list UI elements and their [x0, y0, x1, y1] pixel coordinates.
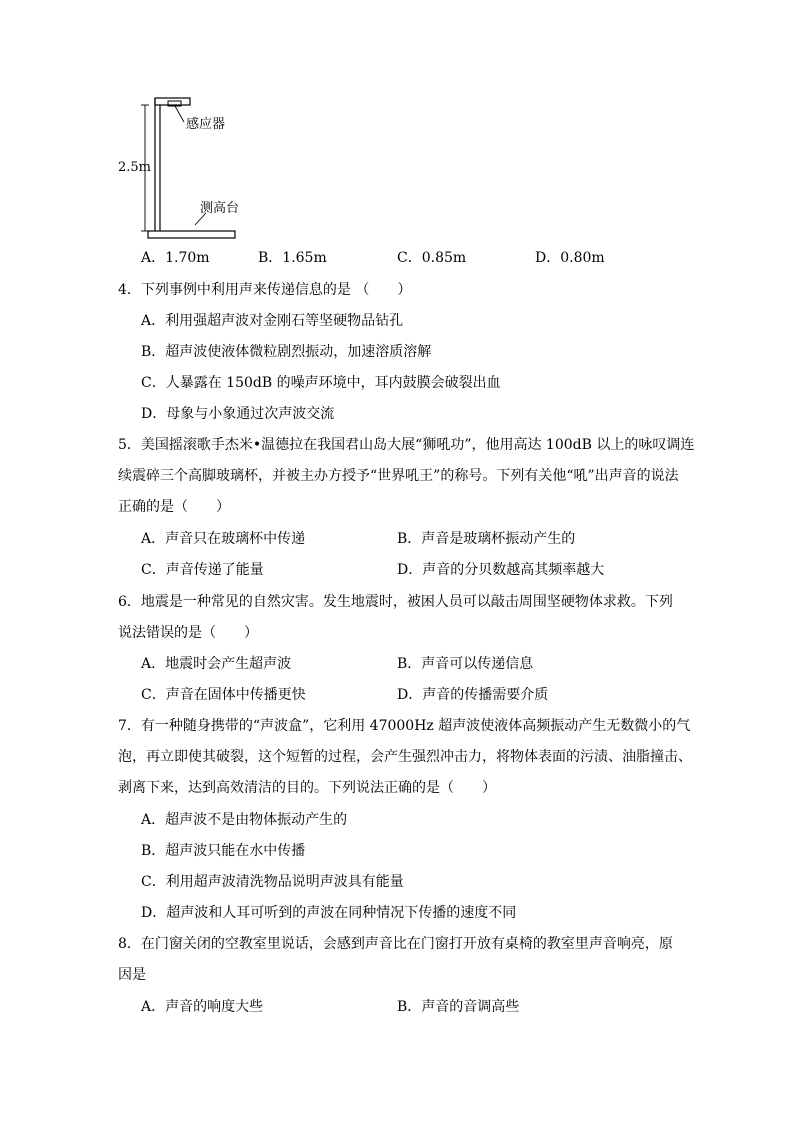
- q6-option-a[interactable]: A．地震时会产生超声波: [141, 656, 292, 672]
- q7-option-a[interactable]: A．超声波不是由物体振动产生的: [141, 812, 348, 828]
- q3-option-d[interactable]: D．0.80m: [535, 250, 605, 266]
- q7-stem-line-2: 泡，再立即使其破裂，这个短暂的过程，会产生强烈冲击力，将物体表面的污渍、油脂撞击、: [118, 749, 692, 765]
- q5-stem-line-3: 正确的是（ ）: [118, 499, 230, 515]
- q5-option-b[interactable]: B．声音是玻璃杯振动产生的: [397, 531, 576, 547]
- q7-option-c[interactable]: C．利用超声波清洗物品说明声波具有能量: [141, 874, 404, 890]
- q5-option-a[interactable]: A．声音只在玻璃杯中传递: [141, 531, 306, 547]
- q4-option-b[interactable]: B．超声波使液体微粒剧烈振动，加速溶质溶解: [141, 344, 432, 360]
- q7-stem-line-3: 剥离下来，达到高效清洁的目的。下列说法正确的是（ ）: [118, 780, 496, 796]
- q6-stem-line-2: 说法错误的是（ ）: [118, 625, 258, 641]
- q5-stem-line-1: 5．美国摇滚歌手杰米•温德拉在我国君山岛大展“狮吼功”，他用高达 100dB 以上的咏叹调连: [118, 437, 695, 453]
- q5-stem-line-2: 续震碎三个高脚玻璃杯，并被主办方授予“世界吼王”的称号。下列有关他“吼”出声音的说法: [118, 468, 679, 484]
- q6-stem-line-1: 6．地震是一种常见的自然灾害。发生地震时，被困人员可以敲击周围坚硬物体求救。下列: [118, 594, 673, 610]
- q8-option-a[interactable]: A．声音的响度大些: [141, 999, 264, 1015]
- q3-option-a[interactable]: A．1.70m: [141, 250, 210, 266]
- q4-option-c[interactable]: C．人暴露在 150dB 的噪声环境中，耳内鼓膜会破裂出血: [141, 375, 501, 391]
- sensor-label: 感应器: [186, 117, 226, 132]
- q6-option-b[interactable]: B．声音可以传递信息: [397, 656, 534, 672]
- q5-option-d[interactable]: D．声音的分贝数越高其频率越大: [397, 562, 605, 578]
- q5-option-c[interactable]: C．声音传递了能量: [141, 562, 264, 578]
- q4-option-d[interactable]: D．母象与小象通过次声波交流: [141, 406, 335, 422]
- q3-option-c[interactable]: C．0.85m: [397, 250, 467, 266]
- q6-option-d[interactable]: D．声音的传播需要介质: [397, 687, 549, 703]
- platform-label: 测高台: [200, 201, 240, 216]
- q7-option-d[interactable]: D．超声波和人耳可听到的声波在同种情况下传播的速度不同: [141, 905, 517, 921]
- q4-option-a[interactable]: A．利用强超声波对金刚石等坚硬物品钻孔: [141, 313, 404, 329]
- q3-option-b[interactable]: B．1.65m: [258, 250, 327, 266]
- q7-option-b[interactable]: B．超声波只能在水中传播: [141, 843, 306, 859]
- height-measuring-figure: [110, 88, 250, 248]
- height-dimension-label: 2.5m: [118, 160, 152, 175]
- q4-stem: 4．下列事例中利用声来传递信息的是 （ ）: [118, 282, 412, 298]
- q6-option-c[interactable]: C．声音在固体中传播更快: [141, 687, 306, 703]
- q7-stem-line-1: 7．有一种随身携带的“声波盒”，它利用 47000Hz 超声波使液体高频振动产生无数微小的气: [118, 718, 691, 734]
- q8-stem-line-2: 因是: [118, 967, 146, 983]
- q8-stem-line-1: 8．在门窗关闭的空教室里说话，会感到声音比在门窗打开放有桌椅的教室里声音响亮，原: [118, 936, 673, 952]
- q8-option-b[interactable]: B．声音的音调高些: [397, 999, 520, 1015]
